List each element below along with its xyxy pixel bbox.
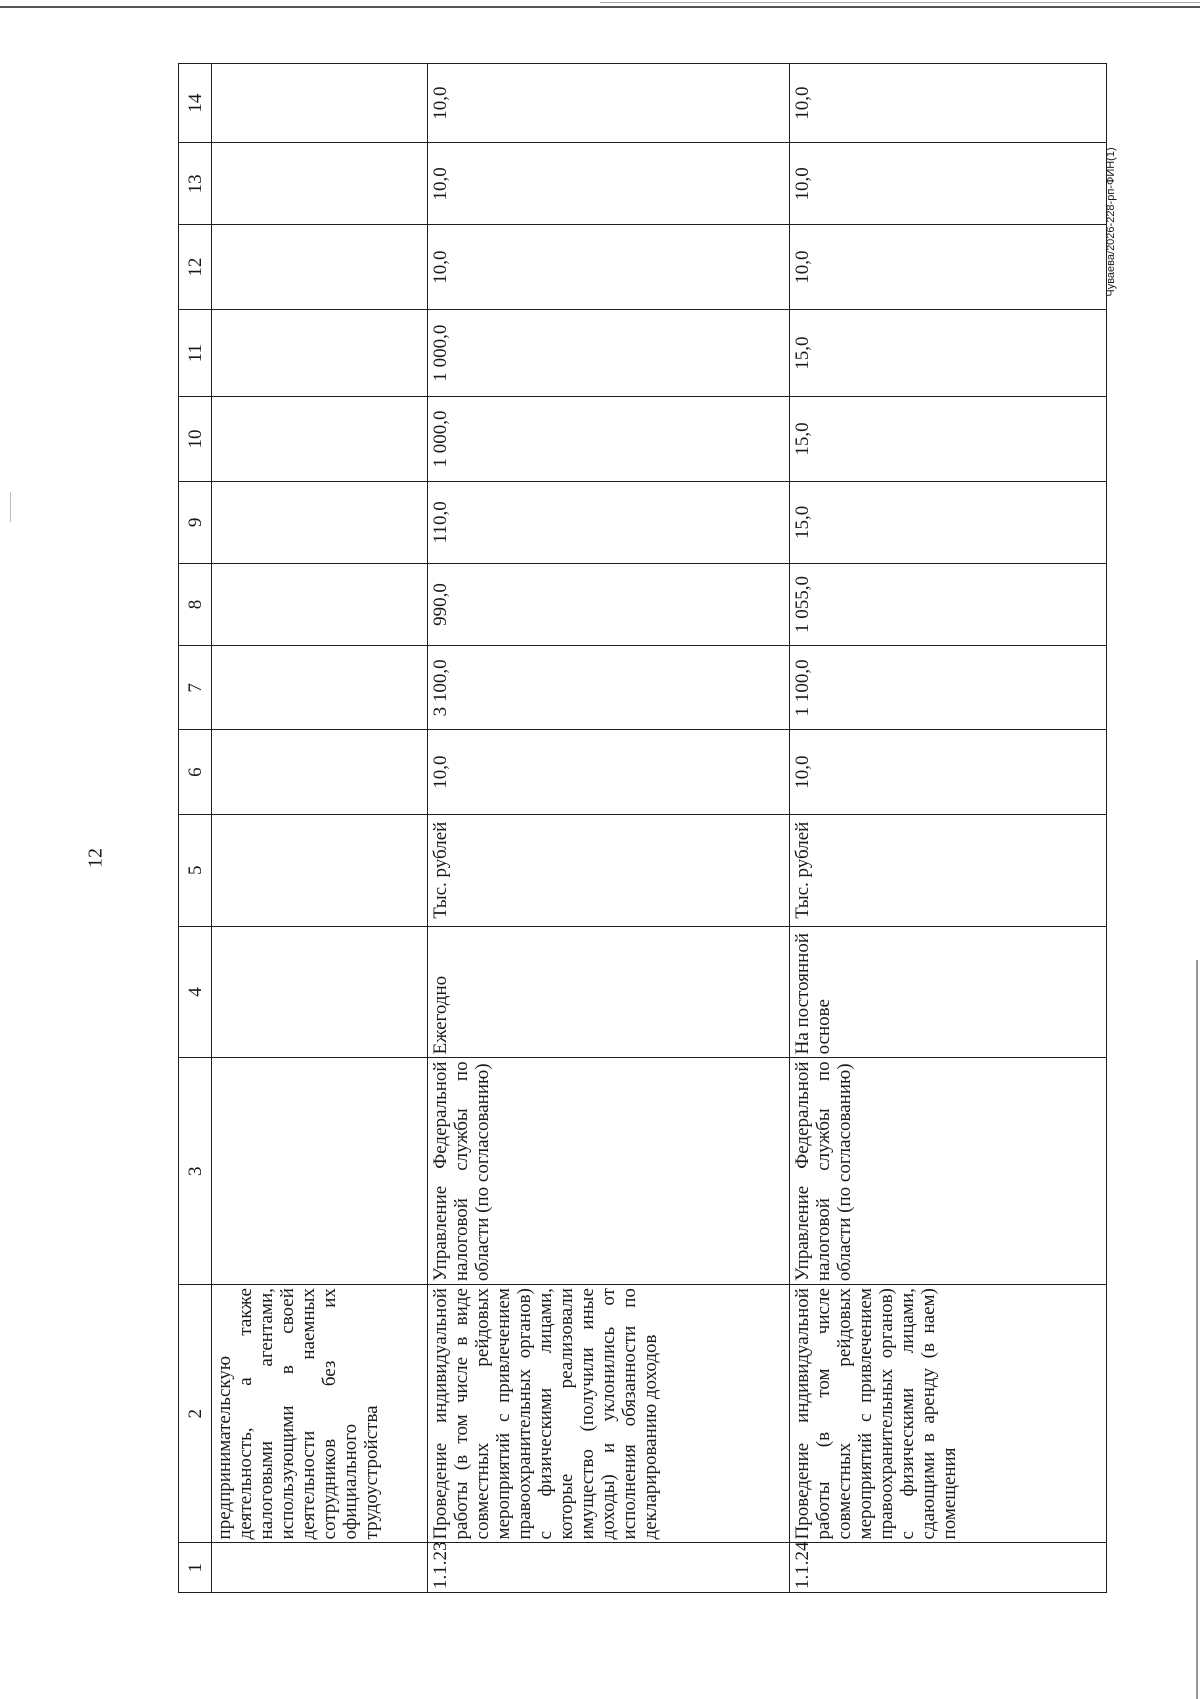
value-cell [212,646,428,730]
period: На постоянной основе [790,926,1107,1058]
column-header: 11 [179,309,212,397]
table-header-row [179,64,212,1593]
value-cell [212,143,428,225]
value-cell [212,563,428,645]
value-cell: 1 100,0 [790,646,1107,730]
column-header: 8 [179,563,212,645]
table-row [428,64,790,1593]
page-number: 12 [84,848,107,868]
value-cell: 10,0 [790,730,1107,814]
scan-artifact-top-thin [600,2,1200,3]
value-cell [212,225,428,309]
column-header: 3 [179,1058,212,1285]
column-header: 4 [179,926,212,1058]
scan-artifact-left [10,492,11,522]
value-cell: 1 000,0 [428,309,790,397]
column-header: 5 [179,814,212,926]
measures-table [178,63,1107,1593]
value-cell [212,309,428,397]
value-cell: 110,0 [428,481,790,563]
value-cell: 15,0 [790,309,1107,397]
column-header: 13 [179,143,212,225]
value-cell: 10,0 [428,225,790,309]
column-header: 12 [179,225,212,309]
value-cell: 3 100,0 [428,646,790,730]
value-cell: 15,0 [790,397,1107,481]
column-header: 7 [179,646,212,730]
executor: Управление Федеральной налоговой службы по области (по согласованию) [790,1058,1107,1285]
column-header: 10 [179,397,212,481]
value-cell: 10,0 [790,225,1107,309]
row-number [212,1543,428,1593]
value-cell: 1 000,0 [428,397,790,481]
row-number: 1.1.24 [790,1543,1107,1593]
value-cell: 990,0 [428,563,790,645]
rotated-table-container [178,63,1106,1593]
scan-artifact-right [1196,960,1198,1699]
column-header: 9 [179,481,212,563]
period: Ежегодно [428,926,790,1058]
value-cell [212,64,428,143]
executor: Управление Федеральной налоговой службы по области (по согласованию) [428,1058,790,1285]
unit [212,814,428,926]
unit: Тыс. рублей [790,814,1107,926]
value-cell: 1 055,0 [790,563,1107,645]
unit: Тыс. рублей [428,814,790,926]
value-cell: 10,0 [428,730,790,814]
column-header: 14 [179,64,212,143]
scan-artifact-top [0,6,1200,8]
value-cell: 10,0 [790,64,1107,143]
column-header: 2 [179,1285,212,1543]
value-cell [212,397,428,481]
value-cell: 10,0 [790,143,1107,225]
value-cell [212,730,428,814]
measure-name: Проведение индивидуальной работы (в том числе совместных рейдовых мероприятий с привлечением правоохранительных органов) с физическими лицами, сдающими в аренду (в наем) помещения [790,1285,1107,1543]
row-number: 1.1.23 [428,1543,790,1593]
value-cell: 15,0 [790,481,1107,563]
value-cell [212,481,428,563]
column-header: 1 [179,1543,212,1593]
period [212,926,428,1058]
table-row [790,64,1107,1593]
document-code: Чуваева/2026-228-рп-ФИН(1) [1105,147,1117,297]
measure-name: Проведение индивидуальной работы (в том числе в виде совместных рейдовых мероприятий с привлечением правоохранительных органов) с физическими лицами, которые реализовали имущество (получили иные доходы) и уклонились от исполнения обязанности по декларированию доходов [428,1285,790,1543]
executor [212,1058,428,1285]
value-cell: 10,0 [428,64,790,143]
table-row [212,64,428,1593]
value-cell: 10,0 [428,143,790,225]
column-header: 6 [179,730,212,814]
measure-name: предпринимательскую деятельность, а также налоговыми агентами, использующими в своей деятельности наемных сотрудников без их официального трудоустройства [212,1285,428,1543]
